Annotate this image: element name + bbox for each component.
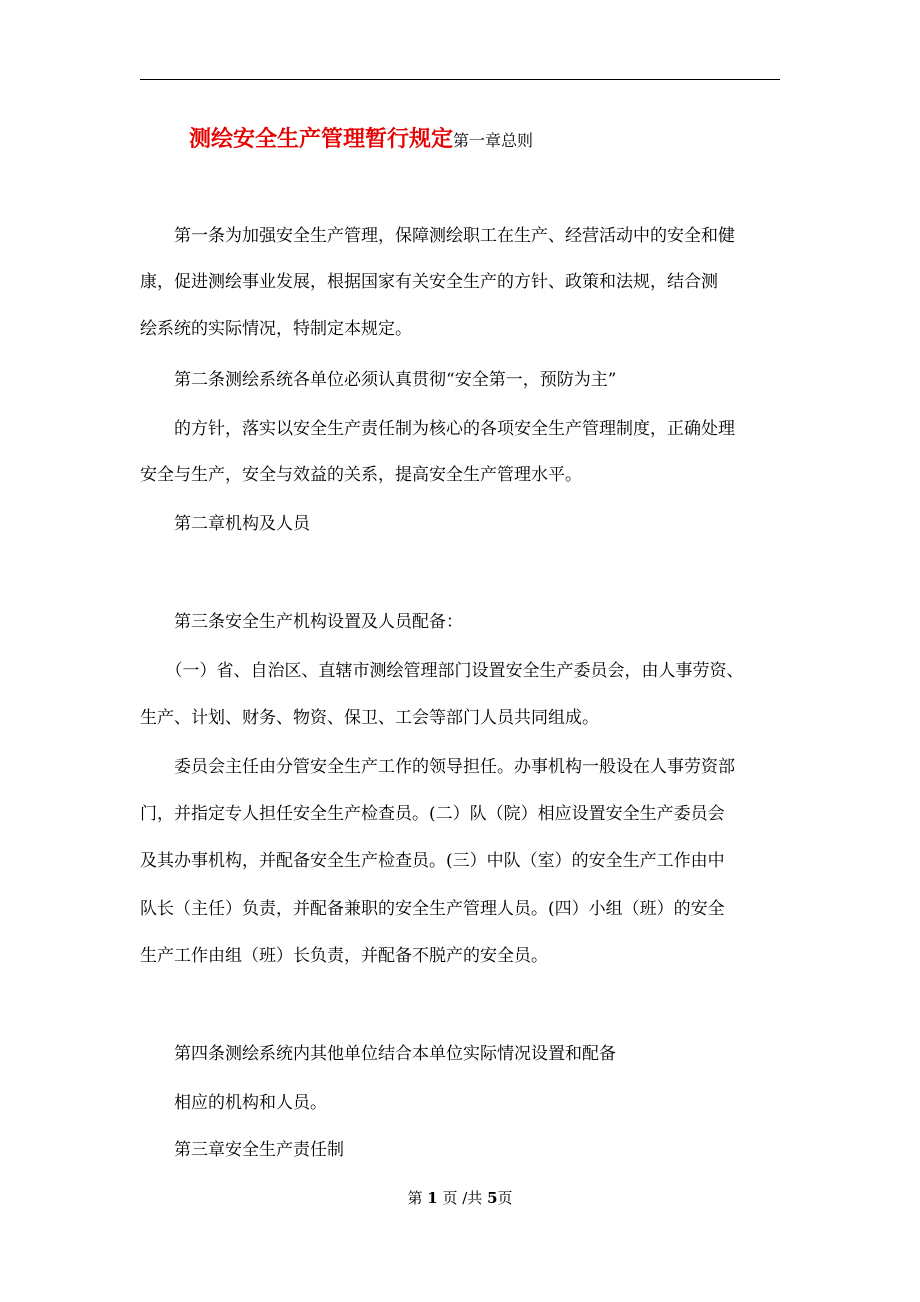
footer-middle: 页 /共 — [442, 1189, 483, 1207]
text-line: 生产、计划、财务、物资、保卫、工会等部门人员共同组成。 — [140, 708, 599, 728]
text-line: 第二条测绘系统各单位必须认真贯彻“安全第一，预防为主” — [140, 370, 617, 390]
title-main: 测绘安全生产管理暂行规定 — [189, 127, 454, 152]
text-line: 委员会主任由分管安全生产工作的领导担任。办事机构一般设在人事劳资部 — [140, 757, 735, 777]
text-line: 生产工作由组（班）长负责，并配备不脱产的安全员。 — [140, 946, 548, 966]
text-line: 绘系统的实际情况，特制定本规定。 — [140, 319, 412, 339]
text-line: 相应的机构和人员。 — [140, 1093, 327, 1113]
text-line: 安全与生产，安全与效益的关系，提高安全生产管理水平。 — [140, 465, 582, 485]
title-chapter: 第一章总则 — [453, 131, 534, 150]
text-line: 门，并指定专人担任安全生产检查员。(二）队（院）相应设置安全生产委员会 — [140, 804, 725, 824]
text-line: 第四条测绘系统内其他单位结合本单位实际情况设置和配备 — [140, 1044, 616, 1064]
text-line: 及其办事机构，并配备安全生产检查员。(三）中队（室）的安全生产工作由中 — [140, 851, 725, 871]
footer-suffix: 页 — [497, 1189, 513, 1207]
text-line: 队长（主任）负责，并配备兼职的安全生产管理人员。(四）小组（班）的安全 — [140, 899, 725, 919]
text-line: 第三条安全生产机构设置及人员配备： — [140, 612, 463, 632]
current-page-number: 1 — [427, 1189, 438, 1207]
text-line: 的方针，落实以安全生产责任制为核心的各项安全生产管理制度，正确处理 — [140, 419, 735, 439]
total-pages-number: 5 — [487, 1189, 498, 1207]
document-title — [189, 122, 533, 153]
text-line: 第一条为加强安全生产管理，保障测绘职工在生产、经营活动中的安全和健 — [140, 226, 735, 246]
page-footer — [0, 1187, 920, 1208]
header-rule — [140, 79, 780, 80]
text-line: （一）省、自治区、直辖市测绘管理部门设置安全生产委员会，由人事劳资、 — [140, 661, 744, 681]
footer-prefix: 第 — [407, 1189, 423, 1207]
chapter-heading: 第二章机构及人员 — [140, 514, 310, 534]
text-line: 康，促进测绘事业发展，根据国家有关安全生产的方针、政策和法规，结合测 — [140, 272, 718, 292]
chapter-heading: 第三章安全生产责任制 — [140, 1140, 344, 1160]
